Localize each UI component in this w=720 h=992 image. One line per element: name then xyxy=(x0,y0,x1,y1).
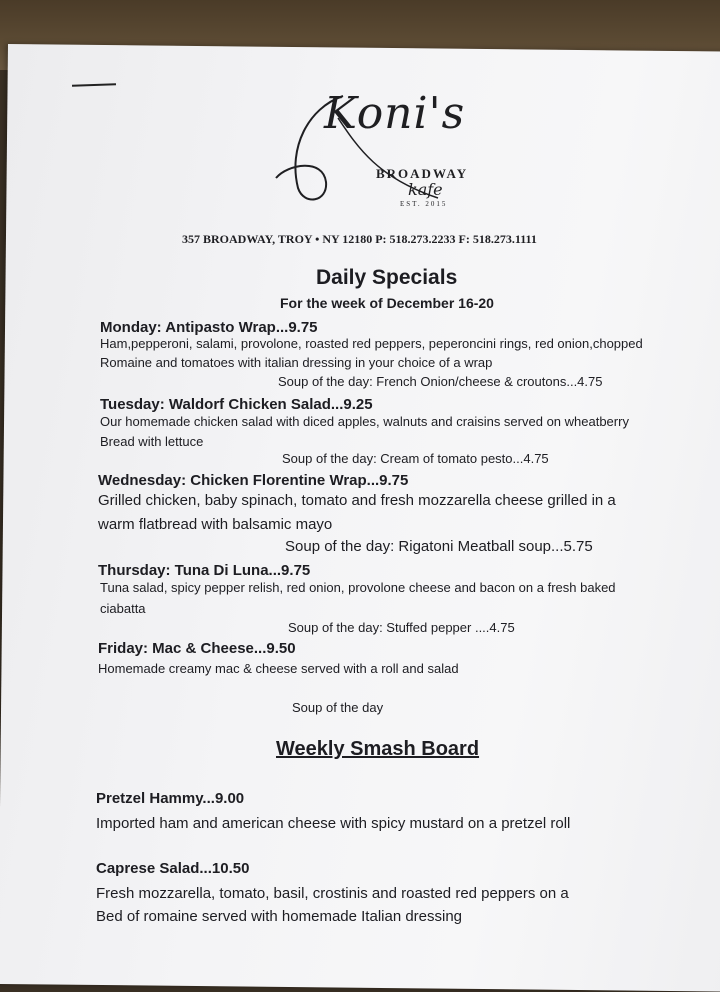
wednesday-soup: Soup of the day: Rigatoni Meatball soup...5.75 xyxy=(285,538,593,555)
thursday-soup: Soup of the day: Stuffed pepper ....4.75 xyxy=(288,620,515,635)
thursday-title: Thursday: Tuna Di Luna...9.75 xyxy=(98,562,311,579)
caprese-desc-1: Fresh mozzarella, tomato, basil, crostinis and roasted red peppers on a xyxy=(96,885,569,902)
logo-kafe: kafe xyxy=(408,180,443,199)
logo-est: EST. 2015 xyxy=(400,200,448,208)
pretzel-title: Pretzel Hammy...9.00 xyxy=(96,790,245,807)
logo-broadway: BROADWAY xyxy=(376,166,469,181)
smash-board-heading: Weekly Smash Board xyxy=(276,738,480,760)
tuesday-desc-1: Our homemade chicken salad with diced apples, walnuts and craisins served on wheatberry xyxy=(100,414,629,429)
monday-desc-1: Ham,pepperoni, salami, provolone, roasted red peppers, peperoncini rings, red onion,chopped xyxy=(100,336,643,351)
address-line: 357 BROADWAY, TROY • NY 12180 P: 518.273.2233 F: 518.273.1111 xyxy=(182,232,537,246)
tuesday-title: Tuesday: Waldorf Chicken Salad...9.25 xyxy=(100,396,373,413)
tuesday-soup: Soup of the day: Cream of tomato pesto...4.75 xyxy=(282,451,549,466)
thursday-desc-1: Tuna salad, spicy pepper relish, red onion, provolone cheese and bacon on a fresh baked xyxy=(100,580,616,595)
thursday-desc-2: ciabatta xyxy=(100,601,146,616)
caprese-desc-2: Bed of romaine served with homemade Italian dressing xyxy=(96,908,463,925)
page-title: Daily Specials xyxy=(316,266,458,289)
friday-title: Friday: Mac & Cheese...9.50 xyxy=(98,640,296,657)
wednesday-title: Wednesday: Chicken Florentine Wrap...9.75 xyxy=(98,472,409,489)
pretzel-desc: Imported ham and american cheese with spicy mustard on a pretzel roll xyxy=(96,815,571,832)
caprese-title: Caprese Salad...10.50 xyxy=(96,860,250,877)
monday-desc-2: Romaine and tomatoes with italian dressing in your choice of a wrap xyxy=(100,355,493,370)
week-subtitle: For the week of December 16-20 xyxy=(280,295,494,311)
monday-title: Monday: Antipasto Wrap...9.75 xyxy=(100,319,318,336)
wednesday-desc-1: Grilled chicken, baby spinach, tomato and fresh mozzarella cheese grilled in a xyxy=(98,492,616,509)
friday-soup: Soup of the day xyxy=(292,700,384,715)
wednesday-desc-2: warm flatbread with balsamic mayo xyxy=(98,516,333,533)
friday-desc-1: Homemade creamy mac & cheese served with a roll and salad xyxy=(98,661,459,676)
tuesday-desc-2: Bread with lettuce xyxy=(100,434,204,449)
cafe-logo xyxy=(268,78,498,218)
logo-name: Koni's xyxy=(324,88,466,139)
monday-soup: Soup of the day: French Onion/cheese & croutons...4.75 xyxy=(278,374,603,389)
